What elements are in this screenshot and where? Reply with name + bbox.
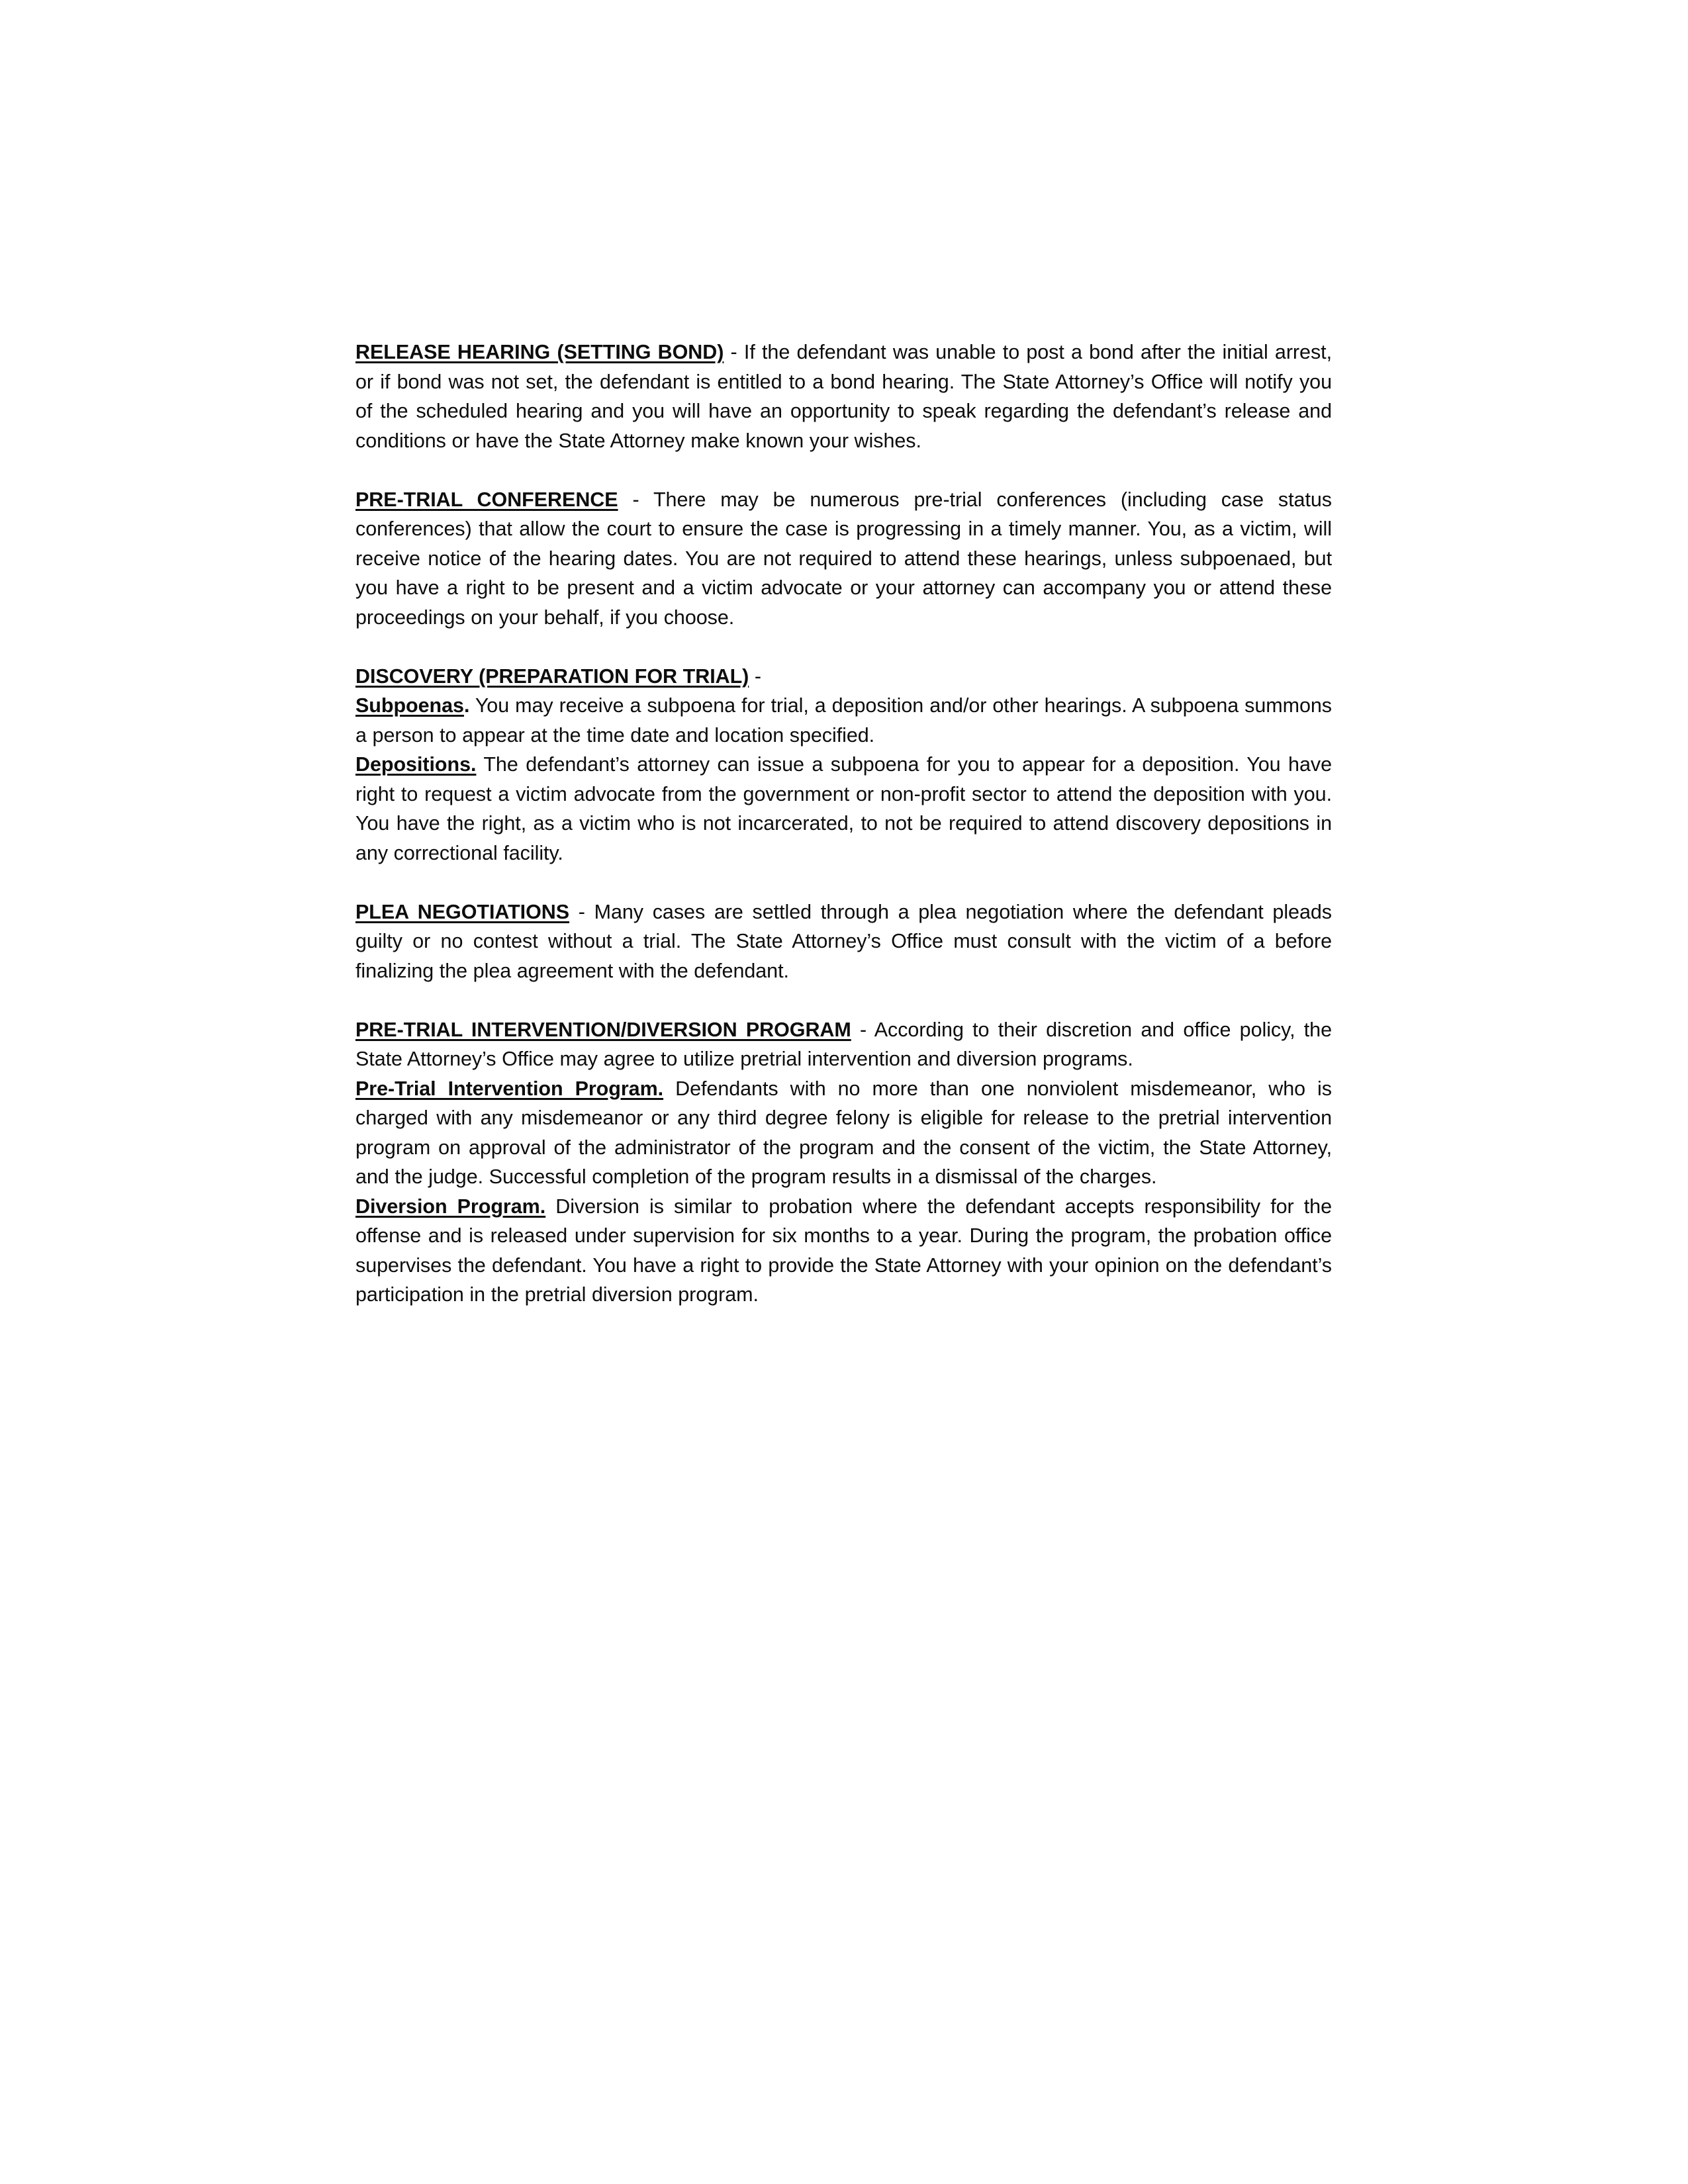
body-depositions: The defendant’s attorney can issue a subpoena for you to appear for a deposition. You have right to request a victim advocate from the government or non-profit sector to attend the deposition with you. You have the right, as a victim who is not incarcerated, to not be required to attend discovery depositions in any correctional facility. — [355, 753, 1332, 864]
paragraph-gap — [355, 632, 1332, 662]
body-plea-negotiations: Many cases are settled through a plea negotiation where the defendant pleads guilty or no contest without a trial. The State Attorney’s Office must consult with the victim of a before finalizing the plea agreement with the defendant. — [355, 900, 1332, 982]
body-release-hearing: If the defendant was unable to post a bond after the initial arrest, or if bond was not set, the defendant is entitled to a bond hearing. The State Attorney’s Office will notify you of the scheduled hearing and you will have an opportunity to speak regarding the defendant’s release and conditions or have the State Attorney make known your wishes. — [355, 341, 1332, 452]
paragraph-gap — [355, 985, 1332, 1015]
label-diversion-program: Diversion Program. — [355, 1195, 546, 1218]
separator-pre-trial-intervention-diversion: - — [851, 1018, 874, 1041]
subsection-diversion-program — [355, 1192, 1332, 1310]
separator-plea-negotiations: - — [569, 900, 594, 923]
heading-discovery: DISCOVERY (PREPARATION FOR TRIAL) — [355, 664, 749, 688]
section-plea-negotiations — [355, 897, 1332, 986]
section-pre-trial-conference — [355, 485, 1332, 633]
subsection-pre-trial-intervention-program — [355, 1074, 1332, 1192]
heading-plea-negotiations: PLEA NEGOTIATIONS — [355, 900, 570, 923]
separator-discovery: - — [749, 664, 762, 688]
separator-release-hearing: - — [724, 341, 744, 363]
body-pre-trial-conference: There may be numerous pre-trial conferences (including case status conferences) that allow the court to ensure the case is progressing in a timely manner. You, as a victim, will receive notice of the hearing dates. You are not required to attend these hearings, unless subpoenaed, but you have a right to be present and a victim advocate or your attorney can accompany you or attend these proceedings on your behalf, if you choose. — [355, 488, 1333, 629]
label-pre-trial-intervention-program: Pre-Trial Intervention Program. — [355, 1077, 664, 1100]
subsection-depositions — [355, 750, 1332, 868]
heading-pre-trial-intervention-diversion: PRE-TRIAL INTERVENTION/DIVERSION PROGRAM — [355, 1018, 851, 1041]
paragraph-gap — [355, 455, 1332, 485]
section-release-hearing — [355, 338, 1332, 455]
body-diversion-program: Diversion is similar to probation where the defendant accepts responsibility for the offense and is released under supervision for six months to a year. During the program, the probation office supervises the defendant. You have a right to provide the State Attorney with your opinion on the defendant’s participation in the pretrial diversion program. — [355, 1195, 1332, 1306]
label-suffix-subpoenas: . — [463, 694, 470, 717]
body-pre-trial-intervention-diversion: According to their discretion and office policy, the State Attorney’s Office may agree to utilize pretrial intervention and diversion programs. — [355, 1018, 1332, 1070]
paragraph-gap — [355, 868, 1332, 897]
body-subpoenas: You may receive a subpoena for trial, a deposition and/or other hearings. A subpoena summons a person to appear at the time date and location specified. — [355, 694, 1332, 747]
heading-pre-trial-conference: PRE-TRIAL CONFERENCE — [355, 488, 618, 511]
document-body — [355, 338, 1332, 1310]
label-subpoenas: Subpoenas — [355, 694, 464, 717]
label-depositions: Depositions. — [355, 753, 477, 776]
section-pre-trial-intervention-diversion — [355, 1015, 1332, 1074]
heading-release-hearing: RELEASE HEARING (SETTING BOND) — [355, 341, 724, 363]
body-pre-trial-intervention-program: Defendants with no more than one nonviolent misdemeanor, who is charged with any misdemeanor or any third degree felony is eligible for release to the pretrial intervention program on approval of the administrator of the program and the consent of the victim, the State Attorney, and the judge. Successful completion of the program results in a dismissal of the charges. — [355, 1077, 1332, 1188]
separator-pre-trial-conference: - — [618, 488, 653, 511]
subsection-subpoenas — [355, 691, 1332, 750]
section-discovery-heading — [355, 662, 1332, 692]
